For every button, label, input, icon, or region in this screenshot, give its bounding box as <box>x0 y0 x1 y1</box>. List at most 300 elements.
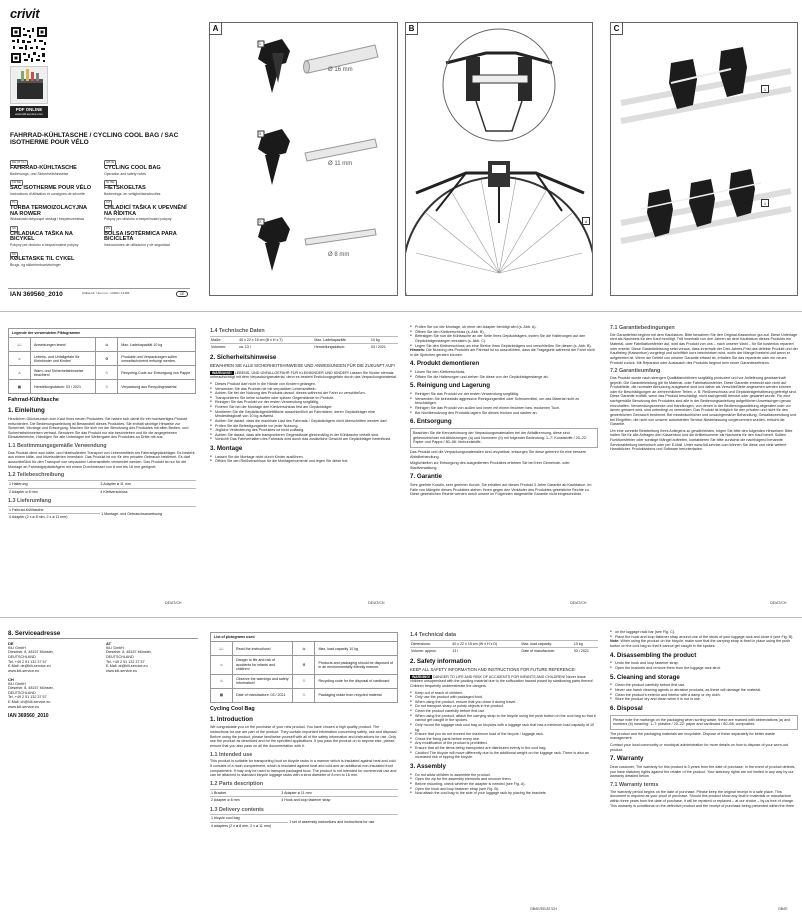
legend-text: Herstellungsdatum: 03 / 2021 <box>31 380 96 394</box>
gb-section-6-text: Please note the markings on the packaging when sorting waste, these are marked with abbreviations (a) and numbers (b) meaning: 1–7: plastics / 20–22: paper and cardboard / 80–98: composites. <box>610 715 798 730</box>
gb-section-1-1-text: This product is suitable for transporting food on bicycle racks in a manner which is insulated against heat and cold. It consists of a main compartment, which is insulated against heat and cold and an additional non-insulated front compartment. It may only be used to transport packaged food. The product is not intended for commercial use and can be attached to standard bicycle luggage racks with a strut diameter of 8 mm to 16 mm. <box>210 759 397 778</box>
gb-section-6: 6. Disposal <box>610 704 643 712</box>
gb-legend-title: List of pictograms used <box>211 633 398 642</box>
de-section-6: 6. Entsorgung <box>410 418 452 426</box>
service-tag: DE <box>8 640 14 646</box>
de-section-7: 7. Garantie <box>410 473 442 481</box>
legend-text: Packaging made from recycled material <box>315 688 398 702</box>
part-item: 4 Hook and loop fastener strap <box>280 797 398 804</box>
legend-text: Recycling code for the disposal of cardboard <box>315 674 398 688</box>
figure-panel-c <box>610 22 798 296</box>
panel-label-b: B <box>406 23 418 35</box>
tech-key: Max. load capacity: <box>520 640 572 647</box>
page-footer: GB/IE <box>778 907 788 911</box>
warning-label: WARNUNG! <box>212 370 232 375</box>
lang-title: KØLETASKE TIL CYKEL <box>10 256 75 263</box>
tech-key: Volumen: <box>210 344 238 351</box>
table-row <box>9 366 196 380</box>
delivery-item: 1 bicycle cool bag <box>210 815 288 822</box>
list-item: ● Do not allow children to assemble the product. <box>410 773 598 778</box>
table-row <box>211 688 398 702</box>
de-section-1-1: 1.1 Bestimmungsgemäße Verwendung <box>8 443 107 450</box>
book-icon: 📖 <box>9 338 31 352</box>
gb-parts-table <box>210 789 398 804</box>
ce-icon: CE <box>176 291 188 297</box>
list-item: ● Place the hook and loop fastener strap around one of the struts of your luggage rack and close it (see Fig. B). <box>610 635 798 640</box>
de-column-1 <box>8 328 196 604</box>
table-row <box>211 656 398 674</box>
gb-section-1-3: 1.3 Delivery contents <box>210 806 264 813</box>
service-line: DEUTSCHLAND <box>8 690 36 695</box>
warning-text: LEBENS- UND UNFALLGEFAHR FÜR KLEINKINDER UND KINDER! Lassen Sie Kinder niemals unbeaufsichtigt mit dem Verpackungsmaterial, denn es besteht Erstickungsgefahr durch das Verpackungsmaterial. <box>210 370 397 380</box>
table-row <box>211 642 398 656</box>
adapter-diagram-a <box>210 23 397 295</box>
list-item: ● Legen Sie den Klettverschluss um eine Strebe Ihres Gepäckträgers und verschließen Sie diesen (s. Abb. B). <box>410 344 598 349</box>
part-item: 4 Klettverschluss <box>99 488 196 495</box>
legend-text: Produkte und Verpackungen sollen umweltschonend entsorgt werden. <box>118 352 196 366</box>
ian-number-2: IAN 369560_2010 <box>8 713 49 720</box>
table-row <box>410 640 598 647</box>
list-item: ● Ensure that you do not exceed the maximum load of the bicycle / luggage rack. <box>410 732 598 737</box>
gb-section-1-4: 1.4 Technical data <box>410 632 457 638</box>
part-item: 3 Adapter ø 11 mm <box>99 481 196 488</box>
list-item: ● Bei Nichtbenutzung des Produkts lagern Sie dieses trocken und sauber an. <box>410 411 598 416</box>
lang-tag: ES <box>106 225 111 230</box>
service-line: KiLi GmbH <box>8 681 26 686</box>
figure-panel-b <box>405 22 593 296</box>
list-item: ● Reinigen Sie das Produkt von außen und innen mit einem feuchten bzw. trockenen Tuch. <box>410 406 598 411</box>
pdf-online-label: PDF ONLINE <box>15 107 43 112</box>
de-section-1-1-text: Das Produkt dient zum kälte- und hitzeisolierten Transport von Lebensmitteln am Fahrradgepäckträger. Es besteht aus einem kälte- und hitzeisolierten Innenfach. Das Produkt ist nur für den privaten Gebrauch bestimmt. Es darf ausschließlich für den Transport von verpackten Lebensmitteln verwendet werden. Das Produkt ist nur für die Montage an Fahrradgepäckträgern mit einem Durchmesser von 8 mm bis 16 mm geeignet. <box>8 450 195 469</box>
list-item: ● Transportieren Sie keine scharfen oder spitzen Gegenstände im Produkt. <box>210 396 398 401</box>
list-item: ● Achten Sie bei der Nutzung des Produkts darauf, dieses während der Fahrt zu verschließen. <box>210 391 398 396</box>
gb-section-3: 3. Assembly <box>410 762 446 770</box>
page-footer: DE/AT/CH <box>770 601 787 605</box>
warning-label: WARNING! <box>412 674 431 679</box>
service-ch <box>8 677 92 710</box>
gb-section-1: 1. Introduction <box>210 715 253 723</box>
service-email[interactable]: E-Mail: ch@kili-service.eu <box>8 700 51 704</box>
de-section-7-2: 7.2 Garantieumfang <box>610 368 661 375</box>
service-line: Dieselstr. 8, 48157 Münster, <box>8 686 54 691</box>
list-item: ● Reinigen Sie das Produkt vor der ersten Verwendung sorgfältig. <box>410 392 598 397</box>
gb-product-heading: Cycling Cool Bag <box>210 705 255 712</box>
paper-icon: ♲ <box>96 366 118 380</box>
page-footer: DE/AT/CH <box>570 601 587 605</box>
gb-section-7-text: Dear customer, The warranty for this product is 3 years from the date of purchase. In the event of product defects, you have statutory rights against the retailer of the product. Your statutory rights are not limited in any way by our warranty detailed below. <box>610 765 796 779</box>
service-line: DEUTSCHLAND <box>8 655 36 659</box>
list-item: ● Verwenden Sie keinesfalls aggressive Reinigungsmittel oder Scheuermittel, um das Material nicht zu beschädigen. <box>410 397 598 406</box>
pap-icon: ♲ <box>96 380 118 394</box>
table-row <box>9 352 196 366</box>
language-sk <box>10 225 96 248</box>
tech-key: Herstellungsdatum: <box>313 344 370 351</box>
list-item: ● Open the zip for the assembly elements and uncover them. <box>410 777 598 782</box>
lang-subtitle: Instructions d'utilisation et consignes de sécurité <box>10 191 85 196</box>
lang-title: FAHRRAD-KÜHLTASCHE <box>10 164 77 171</box>
legend-text: Recycling-Code zur Entsorgung von Pappe <box>118 366 196 380</box>
delivery-item: 1 Fahrrad-Kühltasche <box>8 506 100 513</box>
lang-title: TORBA TERMOIZOLACYJNA NA ROWER <box>10 204 87 217</box>
child-icon: ☺ <box>211 656 233 674</box>
recycle-icon: ♻ <box>293 656 315 674</box>
list-item: ● Achten Sie darauf, dass die maximale Last des Fahrrads / Gepäckträgers nicht überschritten werden darf. <box>210 419 398 424</box>
service-line: Tel. +49 2 51 132 37 57 <box>8 695 47 700</box>
table-row <box>210 797 398 804</box>
lang-subtitle: Operation and safety notes <box>104 171 147 176</box>
list-item: ● Clean the product carefully before first use. <box>410 709 598 714</box>
article-number: Artikel-Nr. / Item no.: 14183 / 14184 <box>82 291 130 295</box>
gb-column-1 <box>210 632 398 910</box>
gb-hint <box>610 639 798 648</box>
pdf-online-badge[interactable] <box>10 106 48 118</box>
de-section-8: 8. Serviceadresse <box>8 630 198 639</box>
diameter-8-label: Ø 8 mm <box>328 252 350 258</box>
qr-code[interactable] <box>10 26 48 64</box>
service-line: KiLi GmbH <box>8 645 26 650</box>
cover-page <box>0 0 198 300</box>
gb-section-7: 7. Warranty <box>610 755 644 763</box>
list-item: ● Do not transport sharp or pointy objects in the product. <box>410 704 598 709</box>
page-footer: DE/AT/CH <box>368 601 385 605</box>
table-row <box>8 506 196 513</box>
service-line: Tel. +49 2 51 132 37 57 <box>8 659 47 664</box>
lang-subtitle: Instrucciones de utilización y de seguridad <box>104 243 170 248</box>
gb-section-2: 2. Safety information <box>410 657 472 665</box>
book-icon: 📖 <box>211 642 233 656</box>
list-item: ● Dieses Produkt darf nicht in die Hände von Kindern gelangen. <box>210 382 398 387</box>
service-url[interactable]: www.kili-service.eu <box>8 668 40 673</box>
list-item: ● Prüfen Sie vor der Montage, ob einer der Adapter benötigt wird (s. Abb. A). <box>410 325 598 330</box>
list-item: ● Caution! The bicycle will move differently due to the additional weight on the luggage rack. There is also an increased risk of tipping the bicycle. <box>410 751 598 760</box>
legend-text: Anweisungen lesen! <box>31 338 96 352</box>
list-item: ● Verwenden Sie das Produkt nie mit verpackten Lebensmitteln. <box>210 387 398 392</box>
de-column-4 <box>610 325 798 604</box>
service-line: Dieselstr. 8, 48157 Münster, <box>106 650 152 655</box>
list-item: ● Befestigen Sie nun die Kühltasche an der Seite Ihres Gepäckträgers, indem Sie die Halterungen auf den Gepäckträgerstangen einrasten (s. Abb. C). <box>410 334 598 343</box>
lang-tag: CZ <box>106 199 110 204</box>
list-item: ● Achten Sie darauf, dass alle transportieren Gegenstände gleichmäßig in der Kühltasche verteilt sind. <box>210 433 398 438</box>
list-item: ● Any modification of the product is prohibited. <box>410 741 598 746</box>
language-cz <box>104 199 190 222</box>
gb-section-6-text-3: Contact your local community or municipal administration for more details on how to dispose of your worn-out product. <box>610 743 789 752</box>
lang-title: FIETSKOELTAS <box>104 184 146 191</box>
cover-title: FAHRRAD-KÜHLTASCHE / CYCLING COOL BAG / SAC ISOTHERME POUR VÉLO <box>10 132 179 147</box>
service-email[interactable]: E-Mail: at@kili-service.eu <box>106 664 148 669</box>
de-section-1-3: 1.3 Lieferumfang <box>8 498 52 505</box>
part-item: 3 Adapter ø 11 mm <box>280 789 398 796</box>
list-item: ● Ensure that all the items being transported are distributed evenly in the cool bag. <box>410 746 598 751</box>
de-legend-title: Legende der verwendeten Piktogramme <box>9 329 196 338</box>
service-line: Dieselstr. 8, 48157 Münster, <box>8 650 54 655</box>
tech-key: Maße: <box>210 336 238 343</box>
callout-4: 4 <box>582 217 590 225</box>
list-item: ● Lassen Sie die Montage nicht durch Kinder ausführen. <box>210 455 398 460</box>
pap-icon: ♲ <box>293 688 315 702</box>
lang-title: BOLSA ISOTÉRMICA PARA BICICLETA <box>104 230 177 243</box>
paper-icon: ♲ <box>293 674 315 688</box>
legend-text: Date of manufacture: 03 / 2021 <box>233 688 293 702</box>
hint-text: When using the product on the bicycle, make sure that the carrying strap is fixed in place using the push button on the cool bag so that it cannot get caught in the spokes. <box>610 639 791 648</box>
list-item: ● Never use harsh cleaning agents or abrasive products, as these will damage the material. <box>610 688 798 693</box>
list-item: ● Open the brackets and remove them from the luggage rack strut. <box>610 666 798 671</box>
de-section-6-text-3: Möglichkeiten zur Entsorgung des ausgedienten Produktes erfahren Sie bei Ihrer Gemeinde- oder Stadtverwaltung. <box>410 461 570 470</box>
service-column <box>8 630 198 910</box>
legend-text: Danger to life and risk of accidents for infants and children! <box>233 656 293 674</box>
list-item: ● Lösen Sie den Klettverschluss. <box>410 370 598 375</box>
lang-subtitle: Pokyny pro obsluhu a bezpečnostní pokyny <box>104 217 172 222</box>
delivery-item: 4 adapters (2 x ø 8 mm, 2 x ø 11 mm) <box>210 822 288 829</box>
brand-logo: crivit <box>10 6 40 21</box>
hint-text: Die Nutzung des Produkts am Fahrrad ist so auszuführen, dass die Tragegurte während der Fahrt nicht in die Speichen geraten können. <box>410 348 595 357</box>
list-item: ● Öffnen Sie den Reißverschluss für die Montagemomente und legen Sie diese frei. <box>210 459 398 464</box>
list-item: ● Montieren Sie die Gepäckträgerklettfläche ausschließlich an Fahrrädern, deren Gepäckträger eine Mindesttragkraft von 10 kg aufweist. <box>210 410 398 419</box>
table-row <box>210 344 398 351</box>
tech-key: Dimensions: <box>410 640 451 647</box>
table-row <box>210 815 398 822</box>
service-at <box>106 641 190 674</box>
gb-tech-table <box>410 640 598 655</box>
list-item: ● Öffnen Sie den Klettverschluss (s. Abb. B). <box>410 330 598 335</box>
list-item: ● Now attach the cool bag to the side of your luggage rack by placing the brackets <box>410 791 598 796</box>
service-de <box>8 641 92 674</box>
list-item: ● Only mount the luggage rack cool bag on bicycles with a luggage rack that has a minimum load capacity of 10 kg. <box>410 723 598 732</box>
de-section-2: 2. Sicherheitshinweise <box>210 353 277 361</box>
table-row <box>8 488 196 495</box>
lang-title: CYCLING COOL BAG <box>104 164 161 171</box>
callout-2: 2 <box>259 220 261 224</box>
tech-key: Max. Ladekapazität: <box>313 336 370 343</box>
weight-icon: ⚖ <box>96 338 118 352</box>
de-section-1-4: 1.4 Technische Daten <box>210 328 265 334</box>
de-section-1-text: Herzlichen Glückwunsch zum Kauf Ihres neuen Produktes. Sie haben sich damit für ein hochwertiges Produkt entschieden. Die Bedienungsanleitung ist Bestandteil dieses Produktes. Sie enthält wichtige Hinweise zur Sicherheit, Montage und Entsorgung. Machen Sie sich vor der Benutzung des Produktes mit allen Bedien- und Sicherheitshinweisen vertraut. Benutzen Sie das Produkt nur wie beschrieben und für die angegebenen Einsatzbereiche. Händigen Sie alle Unterlagen bei Weitergabe des Produktes an Dritte mit aus. <box>8 416 189 440</box>
de-section-1: 1. Einleitung <box>8 407 45 415</box>
delivery-item: 1 set of assembly instructions and instructions for use <box>288 815 398 829</box>
page-footer: GB/IE/EE/AT/CH <box>530 907 557 911</box>
table-row <box>9 338 196 352</box>
legend-text: Observe the warnings and safety information! <box>233 674 293 688</box>
lang-subtitle: Bedienings- en veiligheidsinstructies <box>104 191 161 196</box>
delivery-item: 4 Adapter (2 x ø 8 mm, 2 x ø 11 mm) <box>8 514 100 521</box>
lang-tag: DE AT CH <box>12 160 26 164</box>
de-column-2 <box>210 328 398 604</box>
warning-text: DANGER TO LIFE AND RISK OF ACCIDENTS FOR INFANTS AND CHILDREN! Never leave children unsupervised with the packing material due to the suffocation hazard posed by swallowing parts thereof. Children frequently underestimate the dangers. <box>410 674 594 688</box>
cover-footer <box>8 288 190 298</box>
de-section-2-intro: BEWAHREN SIE ALLE SICHERHEITSHINWEISE UND ANWEISUNGEN FÜR DIE ZUKUNFT AUF! <box>210 363 395 369</box>
list-item: ● Check the fixing parts before every use. <box>410 737 598 742</box>
service-url[interactable]: www.kili-service.eu <box>8 704 40 709</box>
gb-section-1-1: 1.1 Intended use <box>210 751 253 758</box>
recycle-icon: ♻ <box>96 352 118 366</box>
de-product-heading: Fahrrad-Kühltasche <box>8 397 59 404</box>
table-row <box>8 481 196 488</box>
de-hint <box>410 348 598 357</box>
warning-icon: ⚠ <box>9 366 31 380</box>
list-item: ● When using the product, attach the carrying strap to the bicycle using the push button on the cool bag so that it cannot get caught in the spokes. <box>410 714 598 723</box>
de-section-7-1: 7.1 Garantiebedingungen <box>610 325 675 331</box>
de-section-7-3-text: Um eine schnelle Bearbeitung Ihres Anliegens zu gewährleisten, folgen Sie bitte den folgenden Hinweisen: Bitte halten Sie für alle Anfragen den Kassenbon und die Artikelnummer als Nachweis für den Kauf bereit. Sollten Funktionsfehler oder sonstige Mängel auftreten, kontaktieren Sie bitte zunächst die nachfolgend benannte Serviceabteilung telefonisch oder per E-Mail. Unter www.lidl-service.com können Sie diese und viele weitere Handbücher, Produktvideos und Software herunterladen. <box>610 428 793 452</box>
lang-tag: GB IE <box>106 160 115 164</box>
language-fr <box>10 179 96 196</box>
language-dk <box>10 251 98 268</box>
warning-icon: ⚠ <box>211 674 233 688</box>
callout-1-c-lower: 1 <box>761 199 769 207</box>
callout-1-c: 1 <box>761 85 769 93</box>
legend-text: Max. load capacity 10 kg <box>315 642 398 656</box>
part-item: 1 Bracket <box>210 789 280 796</box>
weight-icon: ⚖ <box>293 642 315 656</box>
ian-number: IAN 369560_2010 <box>10 291 63 298</box>
language-gb <box>104 159 190 176</box>
gb-delivery-table <box>210 814 398 829</box>
list-item: ● Jegliche Veränderung des Produktes ist nicht zulässig. <box>210 428 398 433</box>
de-section-4: 4. Produkt demontieren <box>410 360 480 368</box>
list-item: ● Reinigen Sie das Produkt vor der ersten Verwendung sorgfältig. <box>210 400 398 405</box>
service-line: KiLi GmbH <box>106 645 124 650</box>
tech-value: 40 x 22 x 15 cm (W x H x D) <box>451 640 520 647</box>
de-section-7-text: Sehr geehrte Kundin, sehr geehrter Kunde, Sie erhalten auf dieses Produkt 3 Jahre Garantie ab Kaufdatum. Im Falle von Mängeln dieses Produktes stehen Ihnen gegen den Verkäufer des Produktes gesetzliche Rechte zu. Diese gesetzlichen Rechte werden durch unsere im Folgenden dargestellte Garantie nicht eingeschränkt. <box>410 483 592 497</box>
list-item: ● Before mounting, check whether the adapter is needed (see Fig. A). <box>410 782 598 787</box>
de-section-5: 5. Reinigung und Lagerung <box>410 382 491 390</box>
child-icon: ☺ <box>9 352 31 366</box>
list-item: ● Keep out of reach of children. <box>410 691 598 696</box>
list-item: ● When using the product, ensure that you close it during travel. <box>410 700 598 705</box>
de-pictogram-table <box>8 328 196 394</box>
list-item: ● Öffnen Sie die Halterungen und ziehen Sie diese von der Gepäckträgerstange ab. <box>410 375 598 380</box>
gb-section-6-text-2: The product and the packaging materials are recyclable. Dispose of these separately for better waste management. <box>610 731 775 741</box>
legend-text: Products and packaging should be disposed of in an environmentally-friendly manner. <box>315 656 398 674</box>
lang-subtitle: Bedienungs- und Sicherheitshinweise <box>10 171 69 176</box>
tech-value: 40 x 22 x 15 cm (B x H x T) <box>238 336 313 343</box>
callout-1: 1 <box>259 42 261 46</box>
table-row <box>210 336 398 343</box>
table-row <box>410 648 598 655</box>
de-delivery-table <box>8 506 196 521</box>
lang-tag: SK <box>12 225 17 230</box>
language-de <box>10 159 96 176</box>
delivery-item: 1 Montage- und Gebrauchsanweisung <box>100 506 196 520</box>
table-row <box>211 674 398 688</box>
lang-tag: NL BE <box>106 179 115 184</box>
language-nl <box>104 179 190 196</box>
list-item: ● Clean the product's exterior and interior with a damp or dry cloth. <box>610 693 798 698</box>
gb-section-1-2: 1.2 Parts description <box>210 780 264 787</box>
lang-subtitle: Pokyny pre obsluhu a bezpečnostné pokyny <box>10 243 79 248</box>
list-item: ● Prüfen Sie die Befestigungsteile vor jeder Nutzung. <box>210 424 398 429</box>
service-line: DEUTSCHLAND <box>106 655 134 659</box>
list-item: ● Vorsicht! Das Fahrverhalten des Fahrrads wird durch das zusätzliche Gewicht am Gepäckträger beeinflusst. <box>210 437 398 442</box>
strap-diagram-b <box>406 23 592 295</box>
tech-value: 10 kg <box>370 336 398 343</box>
de-section-6-text: Beachten Sie die Kennzeichnung der Verpackungsmaterialien bei der Abfalltrennung, diese sind gekennzeichnet mit Abkürzungen (a) und Nummern (b) mit folgender Bedeutung: 1–7: Kunststoffe / 20–22: Papier und Pappe / 80–98: Verbundstoffe. <box>410 428 598 448</box>
gb-section-2-intro: KEEP ALL SAFETY INFORMATION AND INSTRUCTIONS FOR FUTURE REFERENCE! <box>410 667 576 673</box>
tech-value: 03 / 2021 <box>370 344 398 351</box>
diameter-11-label: Ø 11 mm <box>328 161 353 167</box>
de-section-7-1-text: Die Garantiefrist beginnt mit dem Kaufdatum. Bitte bewahren Sie den Original-Kassenbon gut auf. Diese Unterlage wird als Nachweis für den Kauf benötigt. Tritt innerhalb von drei Jahren ab dem Kaufdatum dieses Produkts ein Material- oder Fabrikationsfehler auf, wird das Produkt von uns – nach unserer Wahl – für Sie kostenlos repariert oder ersetzt. Diese Garantieleistung setzt voraus, dass innerhalb der Drei-Jahres-Frist das defekte Produkt und der Kaufbeleg (Kassenbon) vorgelegt und schriftlich kurz beschrieben wird, worin der Mangel besteht und wann er aufgetreten ist. Wenn der Defekt von unserer Garantie erfasst ist, erhalten Sie das reparierte oder ein neues Produkt zurück. Mit Reparatur oder Austausch des Produkts beginnt kein neuer Garantiezeitraum. <box>610 332 798 365</box>
lang-title: SAC ISOTHERME POUR VÉLO <box>10 184 92 191</box>
panel-label-c: C <box>611 23 623 35</box>
gb-section-1-text: We congratulate you on the purchase of your new product. You have chosen a high quality product. The instructions for use are part of the product. They contain important information concerning safety, use and disposal. Before using the product, please familiarise yourself with all of the safety information and instructions for use. Only use the product as described and for the specified applications. If you pass the product on to anyone else, please ensure that you also pass on all the documentation with it. <box>210 725 398 748</box>
list-item: ● Store the product dry and clean when it is not in use. <box>610 697 798 702</box>
product-photo <box>10 66 48 104</box>
list-item: ● Open the hook and loop fastener strap (see Fig. B). <box>410 787 598 792</box>
gb-section-4: 4. Disassembling the product <box>610 651 697 659</box>
table-row <box>9 380 196 394</box>
table-row <box>210 789 398 796</box>
language-pl <box>10 199 96 222</box>
service-tag: CH <box>8 676 14 682</box>
legend-text: Verpackung aus Recyclingmaterial <box>118 380 196 394</box>
part-item: 2 Adapter ø 8 mm <box>210 797 280 804</box>
legend-text: Warn- und Sicherheitshinweise beachten! <box>31 366 96 380</box>
gb-warning-block <box>410 675 598 689</box>
service-email[interactable]: E-Mail: de@kili-service.eu <box>8 664 51 669</box>
panel-label-a: A <box>210 23 222 35</box>
list-item: ● Fixieren Sie bei der Montage den Klettverschluss fest am Gepäckträger. <box>210 405 398 410</box>
de-warning-block <box>210 371 398 380</box>
lang-title: CHLADICÍ TAŠKA K UPEVNĚNÍ NA ŘÍDITKA <box>104 204 187 217</box>
factory-icon: ▦ <box>9 380 31 394</box>
service-url[interactable]: www.kili-service.eu <box>106 668 138 673</box>
de-section-7-2-text: Das Produkt wurde nach strengen Qualitätsrichtlinien sorgfältig produziert und vor Anlieferung gewissenhaft geprüft. Die Garantieleistung gilt für Material- oder Fabrikationsfehler. Diese Garantie erstreckt sich nicht auf Produktteile, die normaler Abnutzung ausgesetzt sind und daher als Verschleißteile angesehen werden können oder für Beschädigungen an zerbrechlichen Teilen, z. B. Reißverschluss und Gepäckträgerhalterung gefertigt sind. Diese Garantie entfällt, wenn das Produkt beschädigt, nicht sachgemäß benutzt oder gewartet wurde. Für eine sachgemäße Benutzung des Produktes sind alle in der Bedienungsanleitung aufgeführten Anweisungen genau einzuhalten. Verwendungszwecke und Handlungen, von denen in der Bedienungsanleitung abgeraten oder vor denen gewarnt wird, sind unbedingt zu vermeiden. Das Produkt ist lediglich für den privaten und nicht für den gewerblichen Gebrauch bestimmt. Bei missbräuchlicher und unsachgemäßer Behandlung, Gewaltanwendung und bei Eingriffen, die nicht von unserer autorisierten Service-Niederlassung vorgenommen wurden, erlischt die Garantie. <box>610 375 797 427</box>
gb-column-2 <box>410 632 598 910</box>
tech-value: 03 / 2021 <box>573 648 598 655</box>
de-section-3: 3. Montage <box>210 445 243 453</box>
de-tech-table <box>210 336 398 351</box>
language-es <box>104 225 190 248</box>
gb-section-7-1-text: The warranty period begins on the date of purchase. Please keep the original receipt in a safe place. This document is required as your proof of purchase. Should this product show any fault in materials or manufacture within three years from the date of purchase, it will be repaired or replaced – at our choice – by us free of charge. This warranty is conditional on the defective product and the receipt of purchase being presented within the three <box>610 789 795 808</box>
gb-pictogram-table <box>210 632 398 703</box>
lang-subtitle: Wskazówki dotyczące obsługi i bezpieczeństwa <box>10 217 84 222</box>
service-line: Tel. +49 2 51 132 37 57 <box>106 659 145 664</box>
tech-key: Volume: approx. <box>410 648 451 655</box>
gb-column-3 <box>610 630 798 906</box>
tech-value: 10 kg <box>573 640 598 647</box>
figure-panel-a <box>209 22 398 296</box>
legend-text: Read the instructions! <box>233 642 293 656</box>
list-item: ● Only use the product with packaged food. <box>410 695 598 700</box>
gb-section-5: 5. Cleaning and storage <box>610 673 680 681</box>
factory-icon: ▦ <box>211 688 233 702</box>
de-section-6-text-2: Das Produkt und die Verpackungsmaterialien sind recycelbar, entsorgen Sie diese getrennt für eine bessere Abfallbehandlung. <box>410 449 587 459</box>
page-footer: DE/AT/CH <box>165 601 182 605</box>
lang-tag: DK <box>12 251 17 256</box>
service-tag: AT <box>106 640 112 646</box>
language-list <box>10 156 190 268</box>
de-section-1-2: 1.2 Teilebeschreibung <box>8 472 65 479</box>
pdf-online-url: www.lidl-service.com <box>15 111 43 116</box>
tech-key: Date of manufacture: <box>520 648 572 655</box>
de-parts-table <box>8 480 196 495</box>
diameter-16-label: Ø 16 mm <box>328 67 353 73</box>
hint-label: Hinweis: <box>410 348 426 353</box>
de-column-3 <box>410 325 598 604</box>
gb-section-7-1: 7.1 Warranty terms <box>610 781 659 788</box>
lang-tag: FR BE <box>12 179 21 184</box>
list-item: ● on the luggage rack bar (see Fig. C). <box>610 630 798 635</box>
hint-label: Note: <box>610 639 620 644</box>
part-item: 1 Halterung <box>8 481 99 488</box>
list-item: ● Undo the hook and loop fastener strap. <box>610 661 798 666</box>
legend-text: Lebens- und Unfallgefahr für Kleinkinder und Kinder! <box>31 352 96 366</box>
callout-3: 3 <box>259 132 261 136</box>
lang-subtitle: Brugs- og sikkerhedsanvisninger <box>10 263 61 268</box>
tech-value: 13 l <box>451 648 520 655</box>
list-item: ● Clean the product carefully before first use. <box>610 683 798 688</box>
part-item: 2 Adapter ø 8 mm <box>8 488 99 495</box>
lang-tag: PL <box>12 199 16 204</box>
lang-title: CHLADIACA TAŠKA NA BICYKEL <box>10 230 73 243</box>
